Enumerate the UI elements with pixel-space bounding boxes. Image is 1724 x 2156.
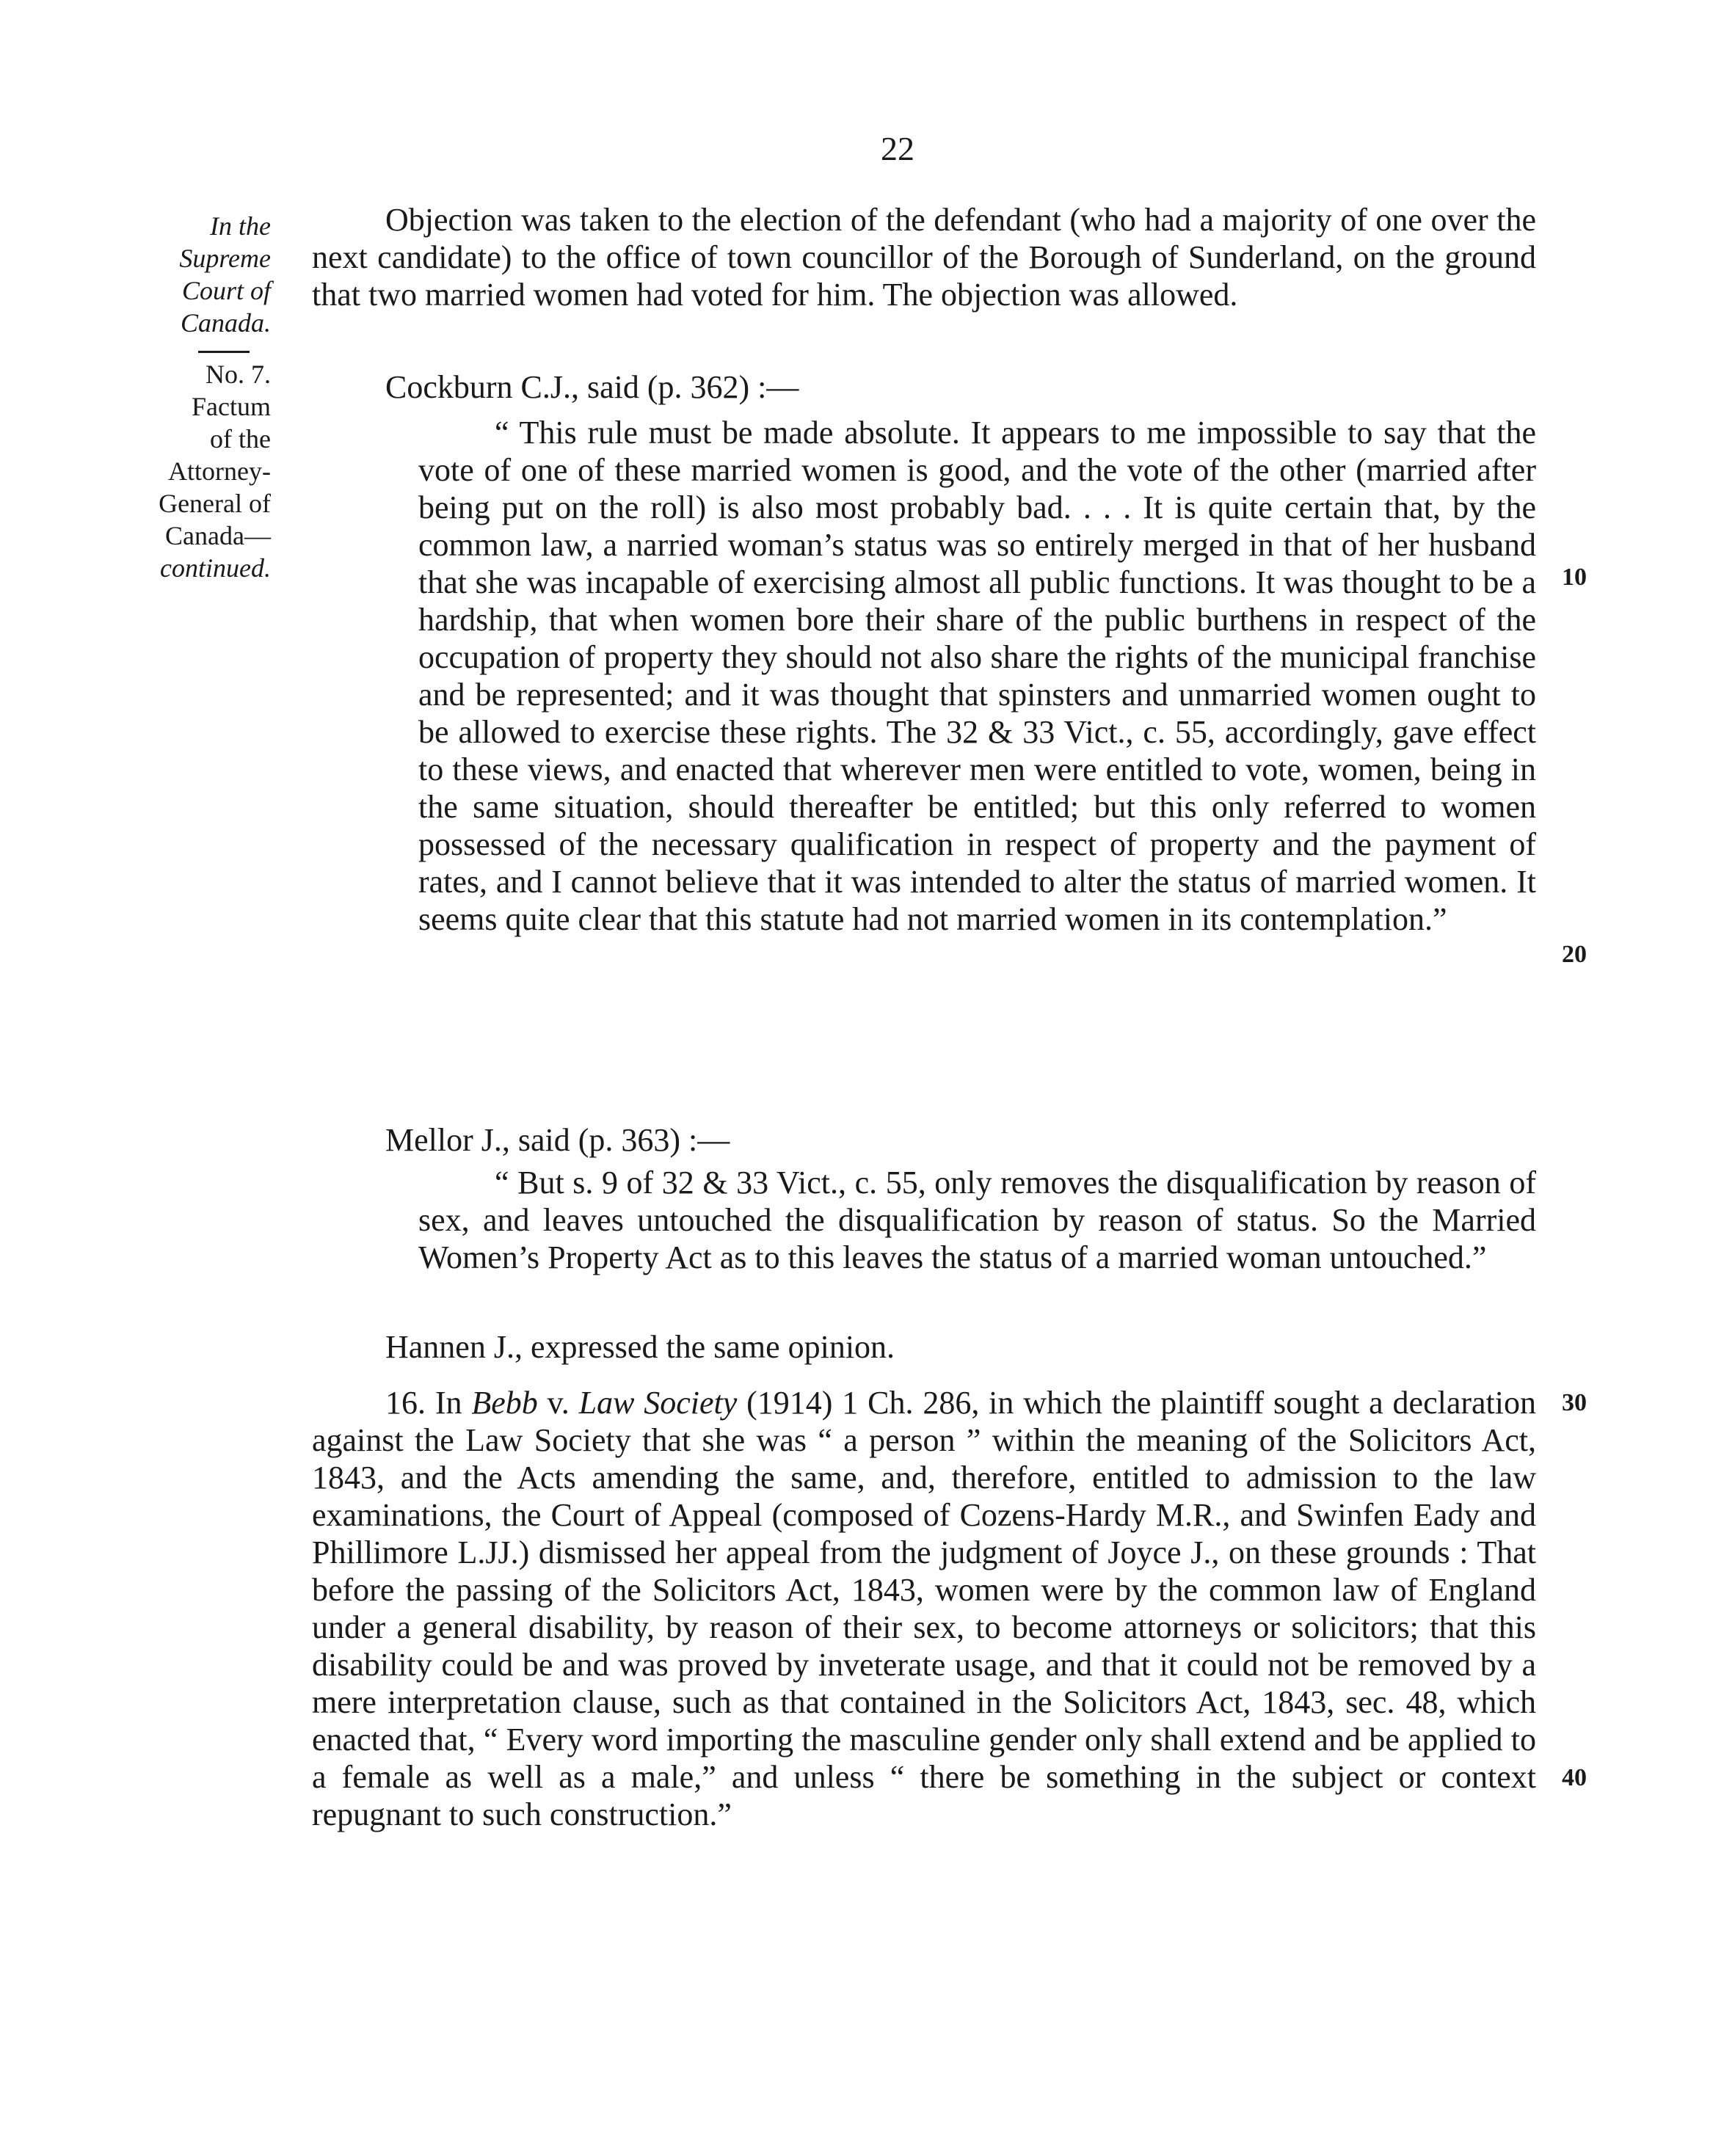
margin-line: Canada— [165,521,271,550]
speaker-cockburn: Cockburn C.J., said (p. 362) :— [385,369,799,405]
margin-court-note [179,210,271,339]
margin-line: of the [210,424,271,454]
line-number-40: 40 [1562,1764,1587,1791]
page-number: 22 [881,130,914,167]
margin-line: Attorney- [168,456,271,486]
paragraph-number: 16. In [385,1385,462,1421]
case-versus: v. [547,1385,570,1421]
case-party-bebb: Bebb [471,1385,538,1421]
case-party-law-society: Law Society [578,1385,738,1421]
margin-divider [198,351,250,353]
margin-line: General of [159,489,271,518]
margin-line: Factum [192,392,271,421]
speaker-mellor: Mellor J., said (p. 363) :— [385,1122,730,1158]
quote-cockburn: “ This rule must be made absolute. It appears to me impossible to say that the vote of one of these married women is good, and the vote of the other (married after being put on the roll) is also most probably bad. . . . It is quite certain that, by the common law, a narried woman’s status was so entirely merged in that of her husband that she was incapable of exercising almost all public functions. It was thought to be a hardship, that when women bore their share of the public burthens in respect of the occupation of property they should not also share the rights of the municipal franchise and be represented; and it was thought that spinsters and unmarried women ought to be allowed to exercise these rights. The 32 & 33 Vict., c. 55, accordingly, gave effect to these views, and enacted that wherever men were entitled to vote, women, being in the same situation, should thereafter be entitled; but this only referred to women possessed of the necessary qualification in respect of property and the payment of rates, and I cannot believe that it was intended to alter the status of married women. It seems quite clear that this statute had not married women in its contemplation.” [418,415,1536,937]
paragraph-16-text: (1914) 1 Ch. 286, in which the plaintiff sought a declaration against the Law Society that she was “ a person ” within the meaning of the Solicitors Act, 1843, and the Acts amending the same, and, therefore, entitled to admission to the law examinations, the Court of Appeal (composed of Cozens-Hardy M.R., and Swinfen Eady and Phillimore L.JJ.) dismissed her appeal from the judgment of Joyce J., on these grounds : That before the passing of the Solicitors Act, 1843, women were by the common law of England under a general disability, by reason of their sex, to become attorneys or solicitors; that this disability could be and was proved by inveterate usage, and that it could not be removed by a mere interpretation clause, such as that contained in the Solicitors Act, 1843, sec. 48, which enacted that, “ Every word importing the masculine gender only shall extend and be applied to a female as well as a male,” and unless “ there be something in the subject or context repugnant to such construction.” [312,1385,1536,1832]
line-number-20: 20 [1562,941,1587,968]
paragraph-objection: Objection was taken to the election of the defendant (who had a majority of one over the next candidate) to the office of town councillor of the Borough of Sunderland, on the ground that two married women had voted for him. The objection was allowed. [312,202,1536,313]
paragraph-16 [312,1384,1536,1833]
margin-line: Court of [181,276,271,305]
line-number-30: 30 [1562,1389,1587,1416]
margin-line: In the [210,211,271,241]
margin-line: Canada. [180,308,271,338]
speaker-hannen: Hannen J., expressed the same opinion. [385,1329,895,1365]
margin-line: No. 7. [206,360,271,389]
margin-line: continued. [160,553,271,583]
margin-document-note [159,358,271,584]
quote-mellor: “ But s. 9 of 32 & 33 Vict., c. 55, only removes the disqualification by reason of sex, and leaves untouched the disqualification by reason of status. So the Married Women’s Property Act as to this leaves the status of a married woman untouched.” [418,1165,1536,1275]
margin-line: Supreme [179,244,271,273]
line-number-10: 10 [1562,564,1587,591]
